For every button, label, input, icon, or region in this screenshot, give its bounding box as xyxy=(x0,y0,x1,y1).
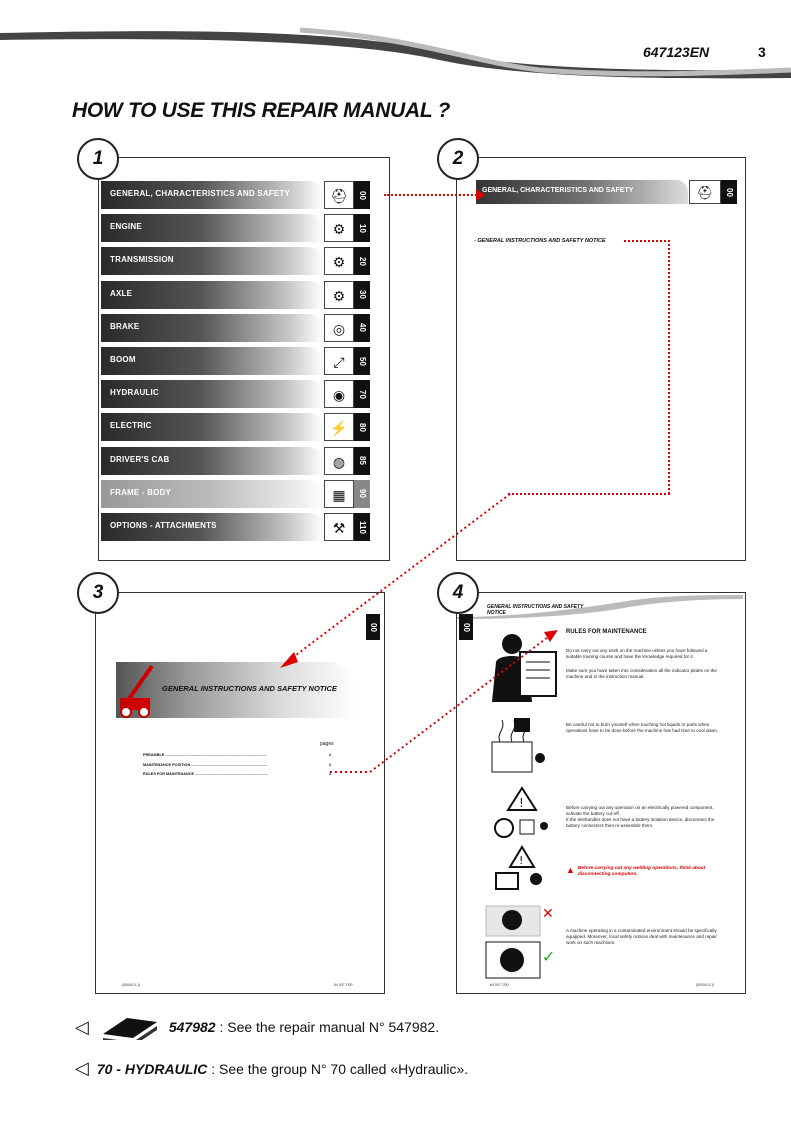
welding-illustration xyxy=(492,845,552,893)
panel3-footer-left: (00000-0-1) xyxy=(122,983,141,987)
chapter-banner xyxy=(476,180,688,204)
section-toc-item[interactable]: MAINTENANCE POSITION ........................................................................ 3 xyxy=(143,762,331,767)
toc-item-bar xyxy=(101,447,323,475)
footer-manual-text: : See the repair manual N° 547982. xyxy=(215,1019,440,1035)
page-number: 3 xyxy=(758,44,766,60)
step-badge-3: 3 xyxy=(77,572,119,614)
toc-item-code: 10 xyxy=(354,214,370,242)
footer-legend-group xyxy=(75,1058,468,1079)
document-code: 647123EN xyxy=(643,44,710,60)
rule-hot-liquids: Be careful not to burn yourself when touching hot liquids or parts when operations have to be done before the machine has had time to cool down. xyxy=(566,722,719,733)
toc-item-bar xyxy=(101,314,323,342)
toc-item-code: 85 xyxy=(354,447,370,475)
panel4-footer-left: 64 007 7/00 xyxy=(490,983,509,987)
toc-item-transmission[interactable] xyxy=(101,247,383,275)
toc-item-code: 70 xyxy=(354,380,370,408)
toc-item-bar xyxy=(101,181,323,209)
svg-text:!: ! xyxy=(519,796,524,810)
pages-label: pages xyxy=(320,741,334,747)
toc-item-general-characteristics-and-safety[interactable] xyxy=(101,181,383,209)
connector-3-to-4 xyxy=(326,624,566,776)
toc-item-axle[interactable] xyxy=(101,281,383,309)
toc-item-label: HYDRAULIC xyxy=(110,388,159,398)
connector-1-to-2 xyxy=(384,194,480,196)
step-badge-2: 2 xyxy=(437,138,479,180)
step-badge-4: 4 xyxy=(437,572,479,614)
panel3-footer-right: 64 007 7/00 xyxy=(334,983,353,987)
svg-text:✓: ✓ xyxy=(542,947,556,966)
manual-stack-icon xyxy=(97,1014,161,1040)
boom-icon: ⤢ xyxy=(324,347,354,375)
toc-item-label: TRANSMISSION xyxy=(110,255,174,265)
brake-icon: ◎ xyxy=(324,314,354,342)
svg-text:!: ! xyxy=(519,854,524,867)
step-badge-1: 1 xyxy=(77,138,119,180)
toc-item-label: BRAKE xyxy=(110,321,140,331)
toc-item-driver-s-cab[interactable] xyxy=(101,447,383,475)
footer-group-text: : See the group N° 70 called «Hydraulic». xyxy=(207,1060,469,1077)
attachments-icon: ⚒ xyxy=(324,513,354,541)
engine-icon: ⚙ xyxy=(324,214,354,242)
footer-legend-manual xyxy=(75,1014,439,1040)
toc-item-label: AXLE xyxy=(110,288,133,298)
toc-item-brake[interactable] xyxy=(101,314,383,342)
toc-item-label: BOOM xyxy=(110,355,136,364)
chapter-banner-label: GENERAL, CHARACTERISTICS AND SAFETY xyxy=(482,187,634,194)
section-code: 00 xyxy=(366,614,380,640)
section-toc-item[interactable]: RULES FOR MAINTENANCE ..................................................................... 4 xyxy=(143,772,331,776)
chapter-icon: ⛑ xyxy=(689,180,721,204)
page-code: 00 xyxy=(459,614,473,640)
electrical-hazard-illustration xyxy=(492,786,552,842)
safety-icon: ⛑ xyxy=(324,181,354,209)
axle-icon: ⚙ xyxy=(324,281,354,309)
chapter-code: 00 xyxy=(721,180,737,204)
toc-item-label: OPTIONS - ATTACHMENTS xyxy=(110,521,217,530)
toc-item-code: 110 xyxy=(354,513,370,541)
toc-item-bar xyxy=(101,214,323,242)
connector-2-left xyxy=(508,493,670,495)
welding-warning: ▲ Before carrying out any welding operations, think about disconnecting computers. xyxy=(566,865,706,877)
transmission-icon: ⚙ xyxy=(324,247,354,275)
toc-item-electric[interactable] xyxy=(101,413,383,441)
section-toc-item[interactable]: PREAMBLE ................................................................................................ 2 xyxy=(143,753,331,757)
toc-item-label: DRIVER'S CAB xyxy=(110,454,170,464)
toc-item-code: 30 xyxy=(354,281,370,309)
eye-pointer-icon-2: ◁ xyxy=(75,1058,89,1078)
toc-item-engine[interactable] xyxy=(101,214,383,242)
page-title: HOW TO USE THIS REPAIR MANUAL ? xyxy=(72,99,451,122)
rules-title: RULES FOR MAINTENANCE xyxy=(566,629,647,635)
toc-item-bar xyxy=(101,247,323,275)
toc-item-label: FRAME - BODY xyxy=(110,487,172,497)
toc-item-bar xyxy=(101,281,323,309)
connector-2-link xyxy=(624,240,670,242)
eye-pointer-icon: ◁ xyxy=(75,1016,89,1037)
toc-item-code: 40 xyxy=(354,314,370,342)
chapter-link-general-instructions[interactable]: - GENERAL INSTRUCTIONS AND SAFETY NOTICE xyxy=(474,238,606,244)
toc-item-code: 80 xyxy=(354,413,370,441)
rule-training: Do not carry out any work on the machine unless you have followed a suitable training course and have the knowledge required for it. xyxy=(566,648,708,659)
footer-group-name: 70 - HYDRAULIC xyxy=(96,1060,208,1077)
toc-item-hydraulic[interactable] xyxy=(101,380,383,408)
rule-contaminated-environment: A machine operating in a contaminated environment should be specifically equipped. Moreover, local safety notices deal with maintenance and repair work on such machines. xyxy=(566,928,717,945)
toc-item-boom[interactable] xyxy=(101,347,383,375)
svg-text:✕: ✕ xyxy=(542,906,554,922)
cab-icon: ◍ xyxy=(324,447,354,475)
toc-item-code: 00 xyxy=(354,181,370,209)
toc-item-label: GENERAL, CHARACTERISTICS AND SAFETY xyxy=(110,189,291,198)
electric-icon: ⚡ xyxy=(324,413,354,441)
panel4-footer-right: (00000-0-1) xyxy=(696,983,715,987)
toc-item-code: 20 xyxy=(354,247,370,275)
connector-arrowhead-1 xyxy=(476,189,485,201)
frame-icon: ▦ xyxy=(324,480,354,508)
toc-item-code: 90 xyxy=(354,480,370,508)
footer-manual-number: 547982 xyxy=(168,1019,216,1035)
toc-item-bar xyxy=(101,347,323,375)
telehandler-icon xyxy=(116,662,162,718)
warning-icon: ▲ xyxy=(566,865,575,875)
page-banner-title: GENERAL INSTRUCTIONS AND SAFETY NOTICE xyxy=(487,604,584,616)
header-swoosh xyxy=(0,0,791,80)
toc-item-bar xyxy=(101,413,323,441)
toc-item-code: 50 xyxy=(354,347,370,375)
hydraulic-icon: ◉ xyxy=(324,380,354,408)
toc-item-label: ELECTRIC xyxy=(110,421,152,431)
toc-item-label: ENGINE xyxy=(110,222,142,232)
contaminated-environment-illustration xyxy=(484,904,564,980)
section-heading: GENERAL INSTRUCTIONS AND SAFETY NOTICE xyxy=(162,684,337,693)
rule-indicator-plates: Make sure you have taken into consideration all the indicator plates on the machine and in the instruction manual. xyxy=(566,668,717,679)
toc-item-bar xyxy=(101,380,323,408)
rule-battery-cutoff: Before carrying out any operation on an electrically powered component, activate the battery cut-off. If the telehandler does not have a battery isolation device, disconnect the battery connecters then re-assemble them. xyxy=(566,805,715,828)
connector-2-down xyxy=(668,240,670,494)
